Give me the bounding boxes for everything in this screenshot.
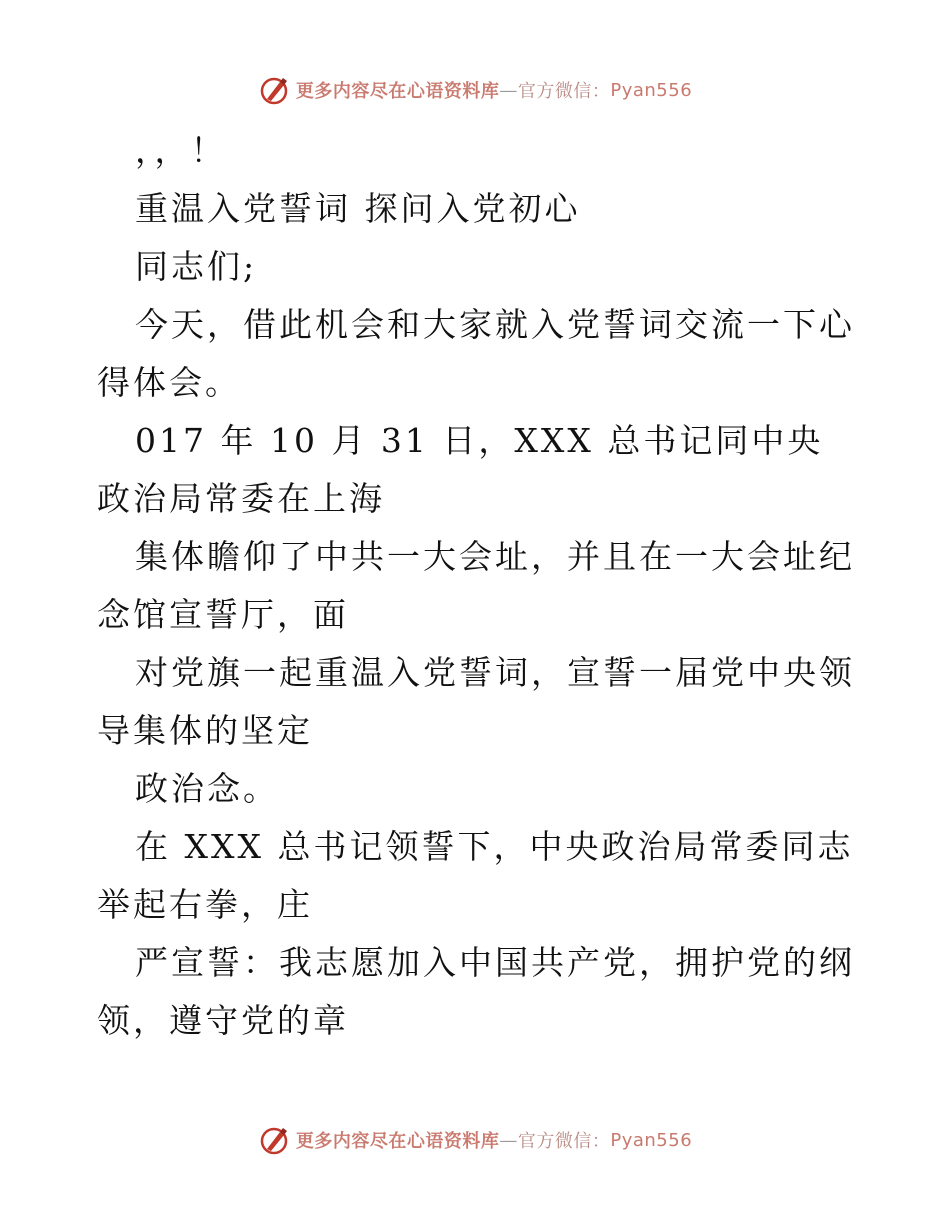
header-banner-text: 更多内容尽在心语资料库 (295, 81, 500, 102)
document-body (97, 122, 857, 1050)
paragraph (97, 644, 857, 760)
header-wechat-id: Pyan556 (610, 79, 693, 101)
speech-title (97, 180, 857, 238)
footer-banner-dash: — (499, 1129, 518, 1151)
footer-wechat-label: 官方微信： (517, 1131, 611, 1152)
paragraph-text: 政治念。 (135, 769, 279, 808)
paragraph (97, 412, 857, 528)
paragraph (97, 934, 857, 1050)
paragraph-text: 对党旗一起重温入党誓词，宣誓一届党中央领导集体的坚定 (97, 653, 855, 750)
paragraph-text: 017 年 10 月 31 日，XXX 总书记同中央政治局常委在上海 (97, 421, 824, 518)
paragraph-text: 在 XXX 总书记领誓下，中央政治局常委同志举起右拳，庄 (97, 827, 854, 924)
footer-banner (0, 1120, 950, 1160)
paragraph-text: ，，！ (135, 131, 227, 170)
pen-circle-icon (258, 1124, 290, 1156)
header-banner (0, 70, 950, 110)
header-wechat-label: 官方微信： (517, 81, 611, 102)
paragraph-text: 重温入党誓词 探问入党初心 (135, 189, 581, 228)
footer-banner-text: 更多内容尽在心语资料库 (295, 1131, 500, 1152)
footer-wechat-id: Pyan556 (610, 1129, 693, 1151)
paragraph (97, 528, 857, 644)
paragraph (97, 818, 857, 934)
paragraph-text: 集体瞻仰了中共一大会址，并且在一大会址纪念馆宣誓厅，面 (97, 537, 855, 634)
header-banner-dash: — (499, 79, 518, 101)
paragraph-text: 严宣誓：我志愿加入中国共产党，拥护党的纲领，遵守党的章 (97, 943, 855, 1040)
paragraph (97, 760, 857, 818)
paragraph (97, 122, 857, 180)
paragraph-text: 同志们; (135, 247, 258, 286)
paragraph (97, 296, 857, 412)
paragraph-text: 今天，借此机会和大家就入党誓词交流一下心得体会。 (97, 305, 855, 402)
pen-circle-icon (258, 74, 290, 106)
paragraph (97, 238, 857, 296)
